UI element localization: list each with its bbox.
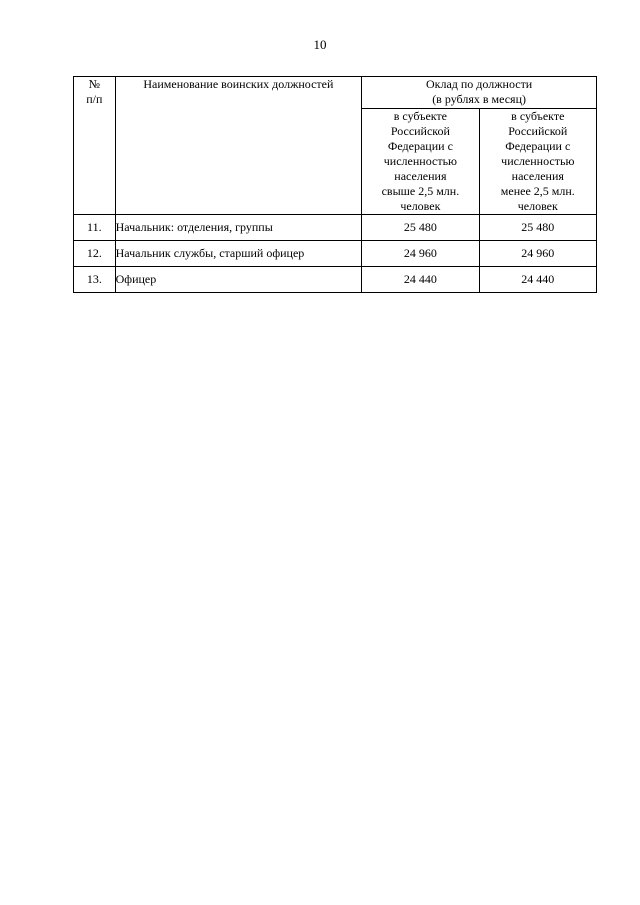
header-over-line: свыше 2,5 млн. [381,184,460,198]
header-over-line: населения [394,169,447,183]
table-row [74,215,597,241]
header-population-under [479,109,596,215]
row-salary-under: 25 480 [479,215,596,241]
header-under-line: в субъекте [511,109,565,123]
header-row-1 [74,77,597,109]
header-number-line: п/п [86,92,103,106]
header-under-line: человек [517,199,558,213]
table-row [74,267,597,293]
row-salary-under: 24 960 [479,241,596,267]
row-salary-under: 24 440 [479,267,596,293]
header-over-line: Российской [390,124,450,138]
header-under-line: численностью [501,154,575,168]
row-position-name: Начальник службы, старший офицер [115,241,362,267]
header-over-line: человек [400,199,441,213]
row-number: 12. [74,241,116,267]
header-salary-line: (в рублях в месяц) [432,92,526,106]
header-under-line: населения [511,169,564,183]
header-under-line: менее 2,5 млн. [500,184,575,198]
header-salary-group [362,77,597,109]
row-number: 13. [74,267,116,293]
row-salary-over: 24 960 [362,241,479,267]
header-under-line: Федерации с [505,139,571,153]
header-salary-line: Оклад по должности [425,77,533,91]
table-body [74,215,597,293]
header-position-name: Наименование воинских должностей [115,77,362,215]
page-number: 10 [313,37,327,52]
salary-table [73,76,597,293]
header-over-line: в субъекте [393,109,448,123]
row-position-name: Офицер [115,267,362,293]
header-over-line: численностью [383,154,458,168]
table-row [74,241,597,267]
header-under-line: Российской [508,124,568,138]
header-population-over [362,109,479,215]
header-number-line: № [88,77,101,91]
header-over-line: Федерации с [387,139,453,153]
row-position-name: Начальник: отделения, группы [115,215,362,241]
header-number [74,77,116,215]
row-number: 11. [74,215,116,241]
table-header [74,77,597,215]
row-salary-over: 24 440 [362,267,479,293]
row-salary-over: 25 480 [362,215,479,241]
